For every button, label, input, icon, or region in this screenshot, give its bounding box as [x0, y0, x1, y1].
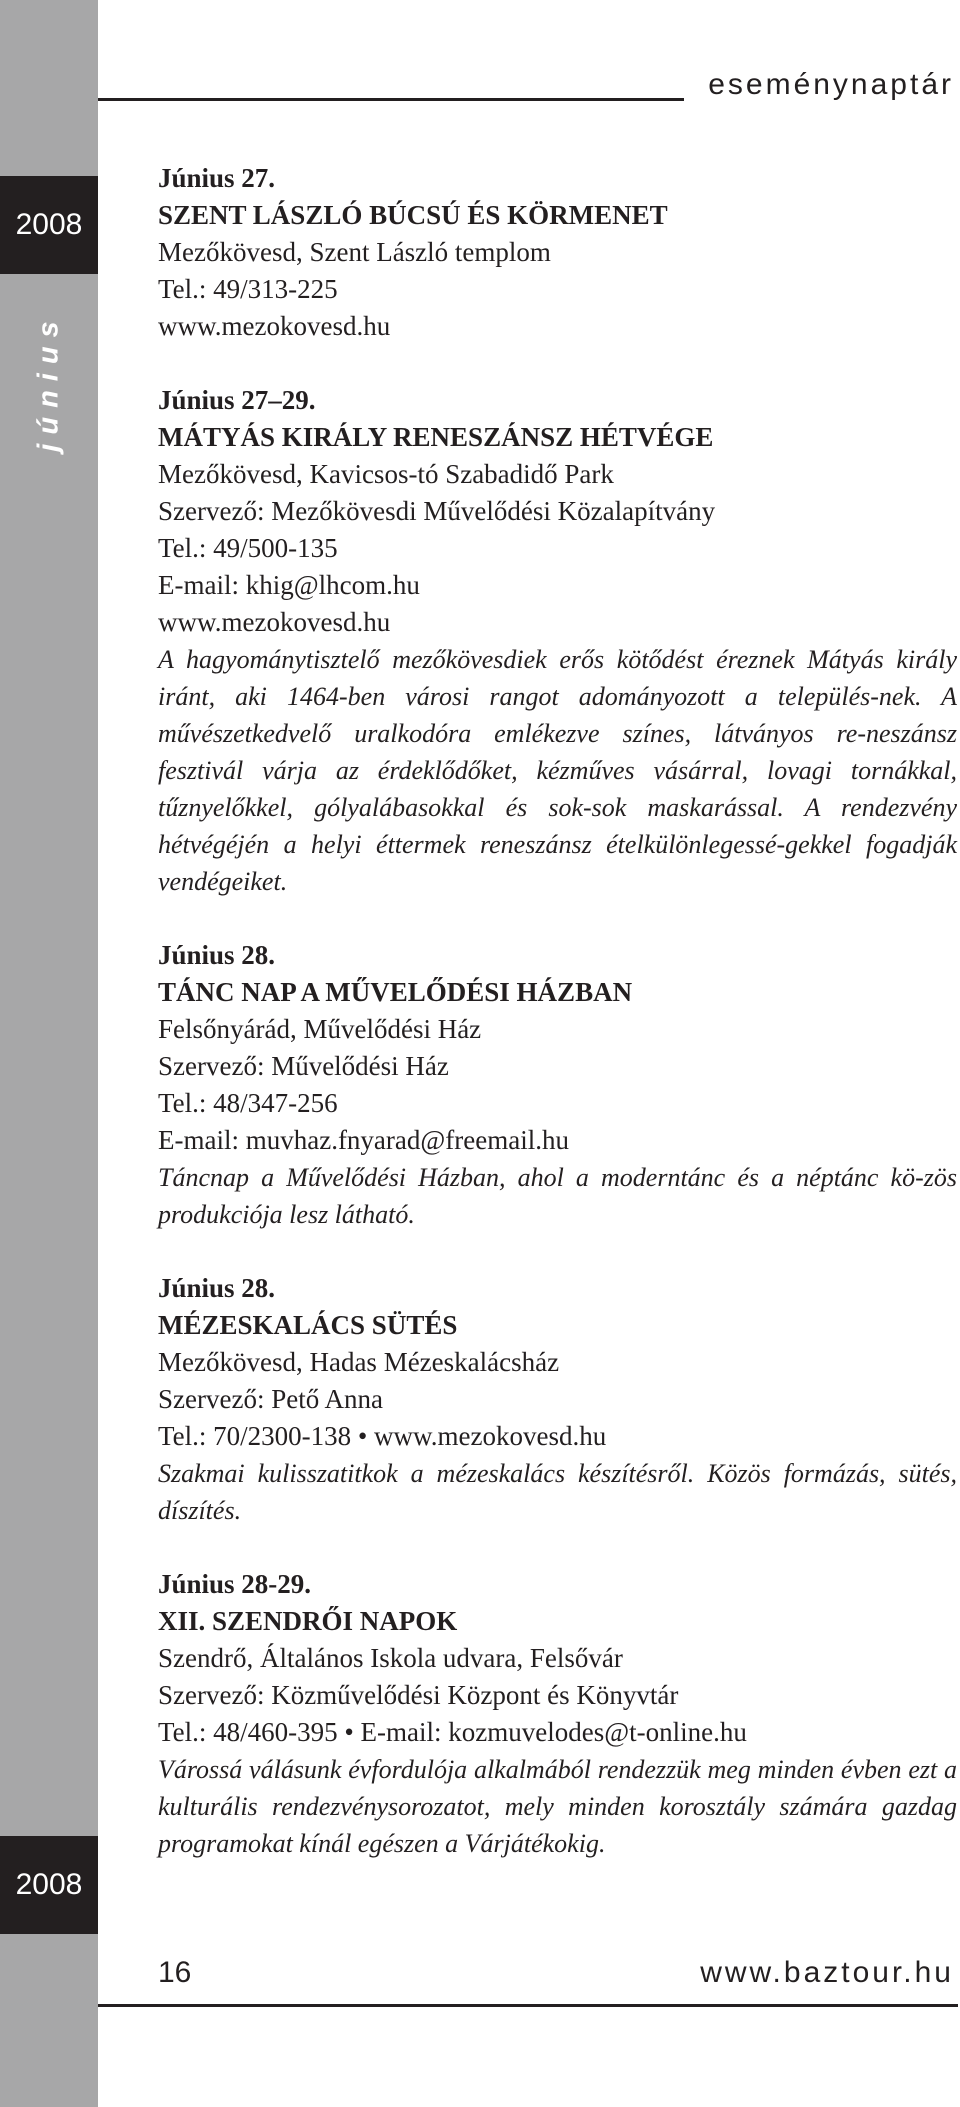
year-label-bottom: 2008	[0, 1836, 98, 1934]
event-date: Június 28-29.	[158, 1569, 312, 1599]
event-organizer: Szervező: Pető Anna	[158, 1384, 383, 1414]
event-entry	[158, 1566, 957, 1862]
event-description: Táncnap a Művelődési Házban, ahol a moderntánc és a néptánc kö-zös produkciója lesz látható.	[158, 1163, 957, 1229]
footer-website-link[interactable]: www.baztour.hu	[700, 1956, 954, 1989]
event-contact[interactable]: Tel.: 70/2300-138 • www.mezokovesd.hu	[158, 1421, 607, 1451]
event-email-link[interactable]: E-mail: muvhaz.fnyarad@freemail.hu	[158, 1125, 569, 1155]
event-venue: Mezőkövesd, Hadas Mézeskalácsház	[158, 1347, 560, 1377]
event-organizer: Szervező: Közművelődési Központ és Könyvtár	[158, 1680, 679, 1710]
section-title: eseménynaptár	[708, 68, 954, 101]
event-phone: Tel.: 48/347-256	[158, 1088, 338, 1118]
event-entry	[158, 160, 957, 345]
event-title: XII. SZENDRŐI NAPOK	[158, 1606, 458, 1636]
event-list	[158, 160, 957, 1899]
event-title: TÁNC NAP A MŰVELŐDÉSI HÁZBAN	[158, 977, 633, 1007]
event-entry	[158, 1270, 957, 1529]
event-description: A hagyománytisztelő mezőkövesdiek erős kötődést éreznek Mátyás király iránt, aki 1464-ben városi rangot adományozott a település-nek. A művészetkedvelő uralkodóra emlékezve színes, látványos re-neszánsz fesztivál várja az érdeklődőket, kézműves vásárral, lovagi tornákkal, tűznyelőkkel, gólyalábasokkal és sok-sok maskarással. A rendezvény hétvégéjén a helyi éttermek reneszánsz ételkülönlegessé-gekkel fogadják vendégeiket.	[158, 645, 957, 896]
event-description: Szakmai kulisszatitkok a mézeskalács készítésről. Közös formázás, sütés, díszítés.	[158, 1459, 957, 1525]
event-venue: Szendrő, Általános Iskola udvara, Felsővár	[158, 1643, 623, 1673]
event-website-link[interactable]: www.mezokovesd.hu	[158, 311, 391, 341]
event-website-link[interactable]: www.mezokovesd.hu	[158, 607, 391, 637]
event-organizer: Szervező: Művelődési Ház	[158, 1051, 449, 1081]
event-date: Június 27–29.	[158, 385, 316, 415]
year-label-top: 2008	[0, 176, 98, 274]
event-date: Június 28.	[158, 1273, 276, 1303]
event-organizer: Szervező: Mezőkövesdi Művelődési Közalapítvány	[158, 496, 716, 526]
page-number: 16	[158, 1956, 192, 1989]
event-email-link[interactable]: E-mail: khig@lhcom.hu	[158, 570, 420, 600]
event-title: MÁTYÁS KIRÁLY RENESZÁNSZ HÉTVÉGE	[158, 422, 714, 452]
event-date: Június 28.	[158, 940, 276, 970]
header-divider	[98, 98, 684, 101]
event-entry	[158, 382, 957, 900]
month-label: június	[32, 312, 65, 452]
event-date: Június 27.	[158, 163, 276, 193]
event-contact[interactable]: Tel.: 48/460-395 • E-mail: kozmuvelodes@t-online.hu	[158, 1717, 747, 1747]
event-venue: Mezőkövesd, Kavicsos-tó Szabadidő Park	[158, 459, 614, 489]
event-venue: Mezőkövesd, Szent László templom	[158, 237, 551, 267]
event-description: Várossá válásunk évfordulója alkalmából rendezzük meg minden évben ezt a kulturális rendezvénysorozatot, mely minden korosztály számára gazdag programokat kínál egészen a Várjátékokig.	[158, 1755, 957, 1858]
sidebar	[0, 0, 98, 2107]
event-entry	[158, 937, 957, 1233]
event-venue: Felsőnyárád, Művelődési Ház	[158, 1014, 482, 1044]
event-title: SZENT LÁSZLÓ BÚCSÚ ÉS KÖRMENET	[158, 200, 668, 230]
event-phone: Tel.: 49/313-225	[158, 274, 338, 304]
event-phone: Tel.: 49/500-135	[158, 533, 338, 563]
footer-divider	[98, 2004, 958, 2007]
event-title: MÉZESKALÁCS SÜTÉS	[158, 1310, 458, 1340]
